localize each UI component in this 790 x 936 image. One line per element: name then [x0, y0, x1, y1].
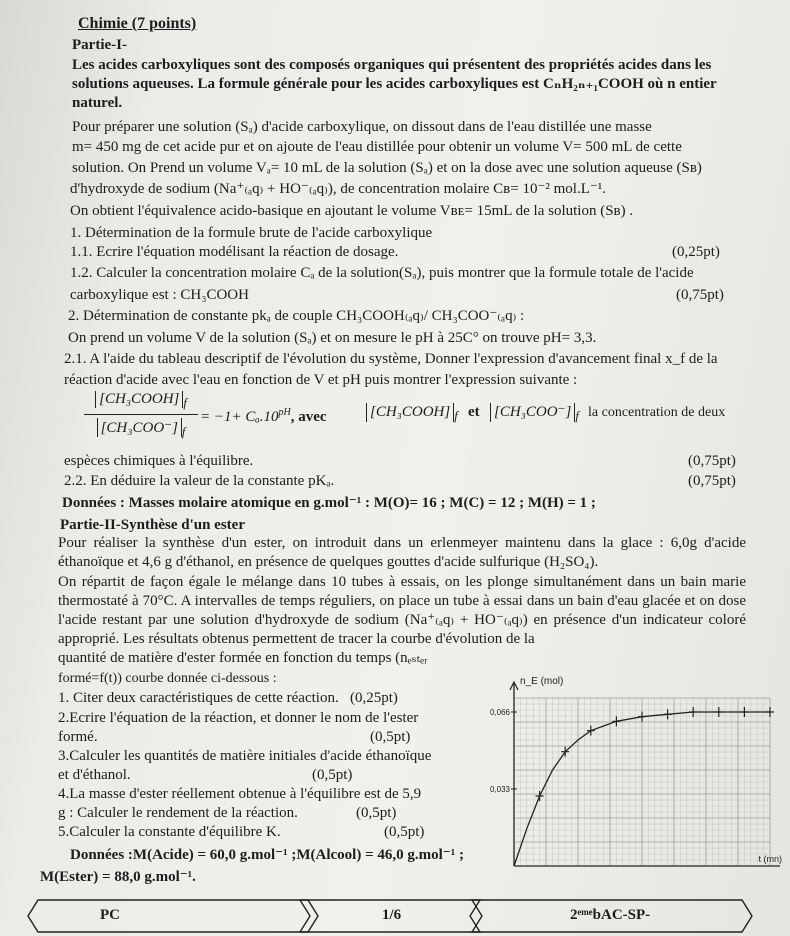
formula-fraction: [CH₃COOH] $_f$ [CH₃COO⁻] $_f$ [84, 391, 198, 440]
points: (0,5pt) [356, 805, 397, 821]
data-point [536, 791, 544, 801]
donnees-1: Données : Masses molaire atomique en g.mol⁻¹ : M(O)= 16 ; M(C) = 12 ; M(H) = 1 ; [62, 495, 596, 511]
donnees-2-cont: M(Ester) = 88,0 g.mol⁻¹. [40, 869, 196, 885]
partie-2-question-1: 1. Citer deux caractéristiques de cette réaction. [58, 690, 339, 706]
data-point [612, 716, 620, 726]
partie-2-question-4: 4.La masse d'ester réellement obtenue à l'équilibre est de 5,9 [58, 786, 422, 802]
data-point [638, 712, 646, 722]
question-1-1: 1.1. Ecrire l'équation modélisant la réaction de dosage. [70, 244, 399, 260]
partie-2-question-2: 2.Ecrire l'équation de la réaction, et donner le nom de l'ester [58, 710, 419, 726]
question-2-1-end: espèces chimiques à l'équilibre. [64, 453, 254, 469]
question-2-2: 2.2. En déduire la valeur de la constante pKₐ. [64, 473, 335, 489]
points: (0,25pt) [672, 244, 720, 260]
partie-2-question-3: 3.Calculer les quantités de matière initiales d'acide éthanoïque [58, 748, 432, 764]
points: (0,5pt) [370, 729, 411, 745]
footer-left: PC [100, 907, 120, 923]
y-axis-label: n_E (mol) [520, 676, 564, 687]
formula-et: et [468, 404, 480, 420]
data-point [715, 707, 723, 717]
formula-numerator: [CH₃COOH] [95, 391, 183, 408]
paragraph-line: Pour préparer une solution (Sₐ) d'acide carboxylique, on dissout dans de l'eau distillée une masse [72, 119, 652, 135]
paragraph-line: d'hydroxyde de sodium (Na⁺₍ₐq₎ + HO⁻₍ₐq₎), de concentration molaire Cʙ= 10⁻² mol.L⁻¹. [70, 181, 607, 197]
formula-ref-b: [CH₃COO⁻] $_f$ [490, 403, 579, 426]
donnees-2: Données :M(Acide) = 60,0 g.mol⁻¹ ;M(Alcool) = 46,0 g.mol⁻¹ ; [70, 847, 464, 863]
question-1-2: 1.2. Calculer la concentration molaire Cₐ de la solution(Sₐ), puis montrer que la formule totale de l'acide [70, 265, 694, 281]
data-point [689, 707, 697, 717]
paragraph-line: solution. On Prend un volume Vₐ= 10 mL de la solution (Sₐ) et on la dose avec une solution aqueuse (Sʙ) [72, 160, 702, 176]
partie-2-paragraph: formé=f(t)) courbe donnée ci-dessous : [58, 671, 277, 686]
intro-line: naturel. [72, 95, 123, 111]
question-2-text: On prend un volume V de la solution (Sₐ) et on mesure le pH à 25C° on trouve pH= 3,3. [68, 330, 597, 346]
section-title: Chimie (7 points) [78, 15, 197, 32]
question-2-1-cont: réaction d'acide avec l'eau en fonction de V et pH puis montrer l'expression suivante : [64, 372, 578, 388]
points: (0,5pt) [384, 824, 425, 840]
question-1: 1. Détermination de la formule brute de l'acide carboxylique [70, 225, 433, 241]
intro-line: solutions aqueuses. La formule générale pour les acides carboxyliques est CₙH₂ₙ₊₁COOH où n entier [72, 76, 717, 92]
data-point [740, 707, 748, 717]
question-1-2-cont: carboxylique est : CH₃COOH [70, 287, 249, 303]
data-point [664, 709, 672, 719]
points: (0,75pt) [676, 287, 724, 303]
formula-denominator: [CH₃COO⁻] [97, 418, 182, 437]
formula-rhs: = $-1+ C_a.10^{pH}$, avec [200, 407, 327, 425]
partie-2-paragraph: On répartit de façon égale le mélange dans 10 tubes à essais, on les plonge simultanément dans un bain marie thermostaté à 70°C. A intervalles de temps réguliers, on place un tube à essai dans un bain d'eau glacée et on dose l'acide restant par une solution d'hydroxyde de sodium (Na⁺₍ₐq₎ + HO⁻₍ₐq₎) en présence d'un indicateur coloré approprié. Les résultats obtenus permettent de tracer la courbe d'évolution de la [58, 574, 746, 647]
partie-2-question-5: 5.Calculer la constante d'équilibre K. [58, 824, 281, 840]
points: (0,75pt) [688, 473, 736, 489]
partie-2-paragraph: quantité de matière d'ester formée en fonction du temps (nₑₛₜₑᵣ [58, 650, 428, 666]
points: (0,25pt) [350, 690, 398, 706]
question-2: 2. Détermination de constante pkₐ de couple CH₃COOH₍ₐq₎/ CH₃COO⁻₍ₐq₎ : [68, 308, 525, 324]
intro-line: Les acides carboxyliques sont des composés organiques qui présentent des propriétés acides dans les [72, 57, 712, 73]
formula-tail: la concentration de deux [588, 405, 726, 420]
points: (0,5pt) [312, 767, 353, 783]
y-tick-label: 0,066 [489, 708, 510, 717]
y-tick-label: 0,033 [489, 785, 510, 794]
footer-page-number: 1/6 [382, 907, 402, 923]
partie-2-question-2-cont: formé. [58, 729, 98, 745]
formula-ref-a: [CH₃COOH] $_f$ [366, 403, 458, 426]
data-point [766, 707, 774, 717]
ester-chart [480, 656, 780, 886]
partie-1-heading: Partie-I- [72, 37, 127, 53]
partie-2-question-4-cont: g : Calculer le rendement de la réaction. [58, 805, 298, 821]
paragraph-line: On obtient l'équivalence acido-basique en ajoutant le volume Vʙᴇ= 15mL de la solution (Sʙ) . [70, 203, 634, 219]
paragraph-line: m= 450 mg de cet acide pur et on ajoute de l'eau distillée pour obtenir un volume V= 500 mL de cette [72, 139, 682, 155]
points: (0,75pt) [688, 453, 736, 469]
x-axis-label: t (mn) [758, 854, 782, 864]
footer-right: 2ᵉᵐᵉbAC-SP- [570, 907, 651, 923]
partie-2-paragraph: Pour réaliser la synthèse d'un ester, on introduit dans un erlenmeyer maintenu dans la glace : 6,0g d'acide éthanoïque et 4,6 g d'éthanol, en présence de quelques gouttes d'acide sulfurique (H₂SO₄). [58, 535, 746, 570]
question-2-1: 2.1. A l'aide du tableau descriptif de l'évolution du système, Donner l'expression d'avancement final x_f de la [64, 351, 718, 367]
partie-2-heading: Partie-II-Synthèse d'un ester [60, 517, 245, 533]
partie-2-question-3-cont: et d'éthanol. [58, 767, 131, 783]
